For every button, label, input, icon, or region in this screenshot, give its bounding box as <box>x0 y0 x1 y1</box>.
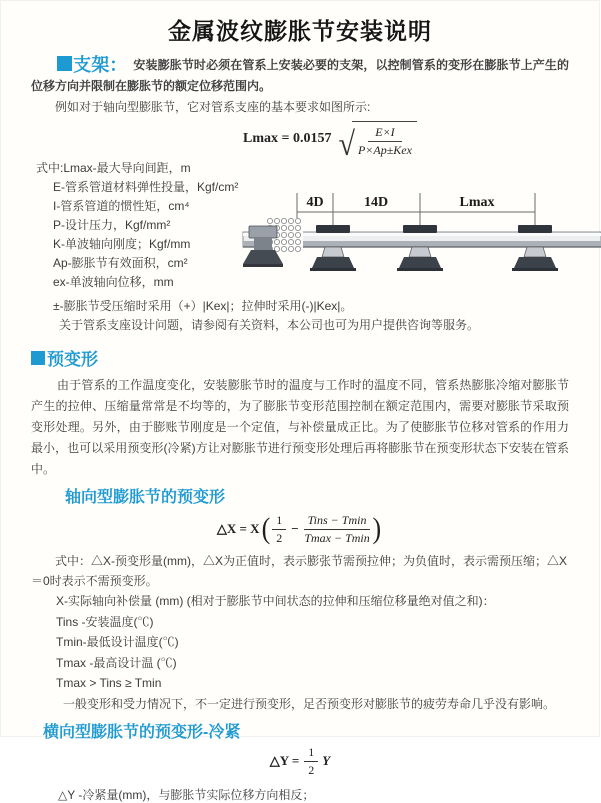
axial-var: Tins -安装温度(℃) <box>56 614 154 629</box>
lateral-note: △Y -冷紧量(mm)，与膨胀节实际位移方向相反； <box>58 788 315 802</box>
formula-lmax-fraction <box>358 125 412 158</box>
temperature-fraction <box>304 513 371 546</box>
section-support-label: 支架： <box>73 55 128 75</box>
formula-delta-x <box>31 509 569 549</box>
section-predeform-label: 预变形 <box>47 350 98 369</box>
support-example-text: 例如对于轴向型膨胀节，它对管系支座的基本要求如图所示: <box>55 100 371 114</box>
axial-var: Tmin-最低设计温度(℃) <box>56 635 179 649</box>
formula-delta-y <box>31 744 569 778</box>
formula-var: E-管系管道材料弹性投量，Kgf/cm² <box>53 180 239 194</box>
formula-dy-rhs: Y <box>322 753 331 768</box>
section-predeform-heading <box>31 345 569 370</box>
axial-var: Tmax -最高设计温 (℃) <box>56 655 177 670</box>
fraction-denominator: P×Ap±Kex <box>357 142 412 157</box>
right-paren: ) <box>372 511 382 546</box>
sqrt-sign-icon: √ <box>338 125 355 163</box>
axial-var: 一般变形和受力情况下，不一定进行预变形，足否预变形对膨胀节的疲劳寿命几乎没有影响。 <box>63 696 556 711</box>
guide-support-icon <box>397 225 443 271</box>
formula-variables-region <box>31 159 569 297</box>
fraction-denominator: 2 <box>276 530 283 545</box>
guide-support-icon <box>512 225 558 271</box>
formula-var: I-管系管道的惯性矩，cm⁴ <box>53 199 190 213</box>
formula-var: Ap-膨胀节有效面积，cm² <box>53 256 188 270</box>
axial-explain-text: 式中：△X-预变形量(mm)，△X为正值时，表示膨张节需预拉伸；为负值时，表示需预压缩；△X＝0时表示不需预变形。 <box>31 554 567 588</box>
half-fraction <box>272 513 286 546</box>
left-paren: ( <box>261 511 271 546</box>
half-fraction <box>304 745 318 778</box>
predeform-paragraph: 由于管系的工作温度变化，安装膨胀节时的温度与工作时的温度不同，管系热膨胀冷缩对膨胀节产生的拉伸、压缩量常常是不均等的，为了膨胀节变形范围控制在额定范围内，需要对膨胀节采取预变形处理。另外，由于膨账节刚度是一个定值，与补偿量成正比。为了使膨胀节位移对管系的作用力最小，也可以采用预变形(冷紧)方让对膨胀节进行预变形处理后再将膨胀节在预变形状态下安装在管系中。 <box>31 378 569 476</box>
axial-var: Tmax > Tins ≥ Tmin <box>56 676 162 690</box>
formula-dy-lhs: △Y = <box>269 753 300 768</box>
pipe-support-diagram <box>243 185 601 289</box>
formula-dx-lhs: △X = X <box>216 521 260 536</box>
dim-label-4d: 4D <box>306 195 324 210</box>
fraction-numerator: Tins − Tmin <box>304 513 371 530</box>
support-paragraph <box>31 55 569 97</box>
fraction-numerator: 1 <box>272 513 286 530</box>
formula-lmax <box>243 122 569 163</box>
minus-operator: − <box>291 521 299 536</box>
sqrt-body <box>352 121 417 158</box>
dim-label-14d: 14D <box>363 195 389 210</box>
support-intro-text: 安装膨胀节时必须在管系上安装必要的支架，以控制管系的变形在膨胀节上产生的位移方向并限制在膨胀节的额定位移范围内。 <box>31 58 570 93</box>
plusminus-note: ±-膨胀节受压缩时采用（+）|Kex|；拉伸时采用(-)|Kex|。 <box>53 299 353 313</box>
section-square-icon <box>31 351 45 365</box>
formula-lmax-lhs: Lmax = 0.0157 <box>243 131 332 146</box>
page-title: 金属波纹膨胀节安装说明 <box>168 18 432 44</box>
formula-var: K-单波轴向刚度；Kgf/mm <box>53 237 191 251</box>
fraction-numerator: E×I <box>368 125 401 142</box>
lateral-subheading: 横向型膨胀节的预变形-冷紧 <box>43 724 241 741</box>
consult-note: 关于管系支座设计问题，请参阅有关资料，本公司也可为用户提供咨询等服务。 <box>59 318 480 332</box>
fraction-numerator: 1 <box>304 745 318 762</box>
fraction-denominator: 2 <box>308 762 315 777</box>
dim-label-lmax: Lmax <box>459 195 495 210</box>
formula-var: ex-单波轴向位移，mm <box>53 275 174 289</box>
fraction-denominator: Tmax − Tmin <box>304 530 370 545</box>
sqrt-radical <box>338 121 416 163</box>
section-square-icon <box>57 56 72 71</box>
guide-support-icon <box>310 225 356 271</box>
formula-var: P-设计压力，Kgf/mm² <box>53 218 171 232</box>
axial-var: X-实际轴向补偿量 (mm) (相对于膨胀节中间状态的拉伸和压缩位移量绝对值之和)： <box>56 594 495 608</box>
formula-var: 式中:Lmax-最大导向间距，m <box>36 161 191 175</box>
axial-subheading: 轴向型膨胀节的预变形 <box>65 489 226 506</box>
content <box>31 55 569 803</box>
